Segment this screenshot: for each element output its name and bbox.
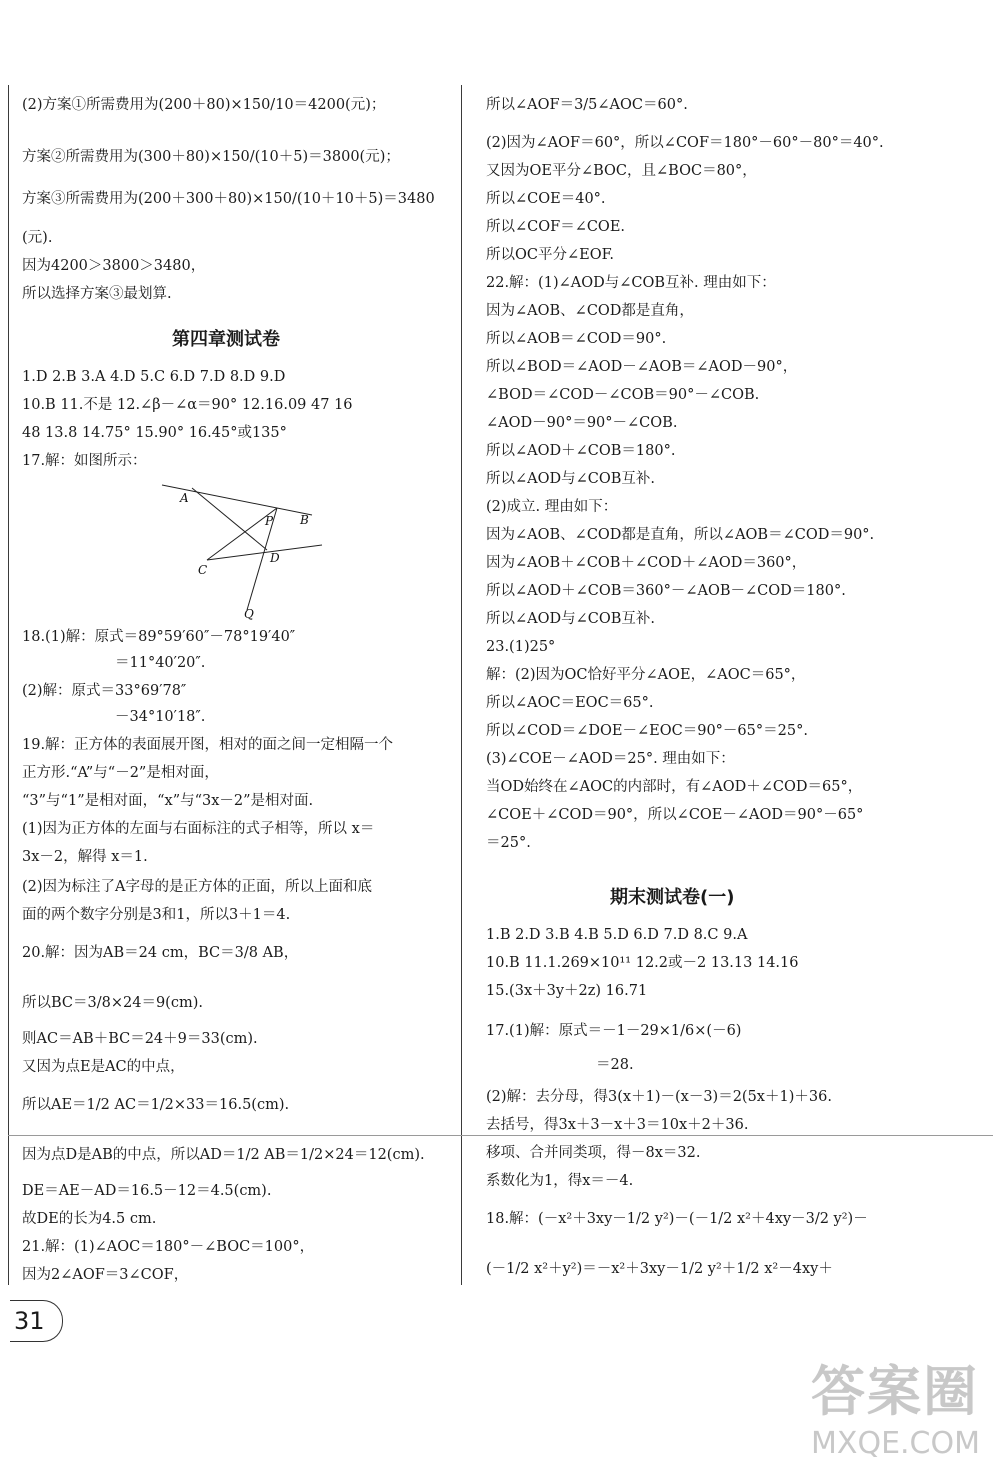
answer-line: 所以∠AOD＋∠COB＝180°.: [486, 443, 676, 459]
watermark-logo-text: 答案圈: [811, 1360, 980, 1423]
section-heading: 第四章测试卷: [172, 329, 280, 350]
geometry-figure: [152, 470, 352, 620]
answer-line: 因为∠AOB、∠COD都是直角，: [486, 303, 694, 319]
answer-line: 3x－2，解得 x＝1.: [22, 849, 148, 865]
answer-line: 所以∠AOD与∠COB互补.: [486, 471, 656, 487]
answer-line: 所以∠AOF＝3/5∠AOC＝60°.: [486, 97, 688, 113]
answer-line: 22.解：(1)∠AOD与∠COB互补. 理由如下：: [486, 275, 776, 291]
answer-line: (－1/2 x²＋y²)＝－x²＋3xy－1/2 y²＋1/2 x²－4xy＋: [486, 1261, 833, 1277]
answer-line: 所以∠COD＝∠DOE－∠EOC＝90°－65°＝25°.: [486, 723, 808, 739]
column-divider-left: [8, 85, 9, 1285]
answer-line: 所以BC＝3/8×24＝9(cm).: [22, 995, 203, 1011]
answer-line: 20.解：因为AB＝24 cm，BC＝3/8 AB，: [22, 945, 299, 961]
answer-line: 18.(1)解：原式＝89°59′60″－78°19′40″: [22, 629, 296, 645]
answer-line: 所以∠COF＝∠COE.: [486, 219, 626, 235]
answer-line: “3”与“1”是相对面，“x”与“3x－2”是相对面.: [22, 793, 314, 809]
section-heading: 期末测试卷(一): [610, 887, 735, 908]
answer-line: ＝28.: [596, 1057, 634, 1073]
text-line: 方案②所需费用为(300＋80)×150/(10＋5)＝3800(元)；: [22, 149, 400, 165]
answer-line: 1.B 2.D 3.B 4.B 5.D 6.D 7.D 8.C 9.A: [486, 927, 748, 943]
answer-line: 48 13.8 14.75° 15.90° 16.45°或135°: [22, 425, 287, 441]
text-line: 方案③所需费用为(200＋300＋80)×150/(10＋10＋5)＝3480: [22, 191, 435, 207]
answer-line: 因为∠AOB、∠COD都是直角，所以∠AOB＝∠COD＝90°.: [486, 527, 875, 543]
answer-line: (2)因为∠AOF＝60°，所以∠COF＝180°－60°－80°＝40°.: [486, 135, 884, 151]
figure-label-d: D: [270, 551, 280, 565]
answer-line: 则AC＝AB＋BC＝24＋9＝33(cm).: [22, 1031, 258, 1047]
answer-line: 所以∠BOD＝∠AOD－∠AOB＝∠AOD－90°，: [486, 359, 798, 375]
figure-label-b: B: [300, 513, 309, 527]
text-line: (元).: [22, 230, 53, 246]
answer-line: 又因为OE平分∠BOC，且∠BOC＝80°，: [486, 163, 757, 179]
answer-line: 正方形.“A”与“－2”是相对面，: [22, 765, 219, 781]
answer-line: (2)成立. 理由如下：: [486, 499, 618, 515]
answer-line: 面的两个数字分别是3和1，所以3＋1＝4.: [22, 907, 291, 923]
answer-line: ＝25°.: [486, 835, 531, 851]
answer-line: (3)∠COE－∠AOD＝25°. 理由如下：: [486, 751, 735, 767]
text-line: (2)方案①所需费用为(200＋80)×150/10＝4200(元)；: [22, 97, 386, 113]
answer-line: －34°10′18″.: [115, 709, 206, 725]
answer-line: 1.D 2.B 3.A 4.D 5.C 6.D 7.D 8.D 9.D: [22, 369, 286, 385]
text-line: 所以选择方案③最划算.: [22, 286, 172, 302]
answer-line: (2)解：去分母，得3(x＋1)－(x－3)＝2(5x＋1)＋36.: [486, 1089, 832, 1105]
answer-line: ＝11°40′20″.: [115, 655, 206, 671]
answer-line: 10.B 11.1.269×10¹¹ 12.2或－2 13.13 14.16: [486, 955, 799, 971]
figure-label-c: C: [198, 563, 208, 577]
answer-line: 所以OC平分∠EOF.: [486, 247, 615, 263]
answer-line: 当OD始终在∠AOC的内部时，有∠AOD＋∠COD＝65°，: [486, 779, 863, 795]
answer-line: (2)因为标注了A字母的是正方体的正面，所以上面和底: [22, 879, 373, 895]
figure-label-q: Q: [244, 607, 254, 620]
answer-line: 17.(1)解：原式＝－1－29×1/6×(－6): [486, 1023, 742, 1039]
answer-line: 23.(1)25°: [486, 639, 556, 655]
answer-line: 因为点D是AB的中点，所以AD＝1/2 AB＝1/2×24＝12(cm).: [22, 1147, 425, 1163]
answer-line: ∠AOD－90°＝90°－∠COB.: [486, 415, 678, 431]
answer-line: 所以AE＝1/2 AC＝1/2×33＝16.5(cm).: [22, 1097, 290, 1113]
left-column: [22, 0, 452, 1300]
text-line: 因为4200＞3800＞3480，: [22, 258, 206, 274]
answer-line: DE＝AE－AD＝16.5－12＝4.5(cm).: [22, 1183, 272, 1199]
answer-line: 所以∠AOD与∠COB互补.: [486, 611, 656, 627]
page-number: 31: [10, 1300, 63, 1342]
answer-line: 10.B 11.不是 12.∠β－∠α＝90° 12.16.09 47 16: [22, 397, 353, 413]
watermark-url: MXQE.COM: [811, 1426, 980, 1461]
answer-line: 系数化为1，得x＝－4.: [486, 1173, 634, 1189]
answer-line: 又因为点E是AC的中点，: [22, 1059, 185, 1075]
figure-label-p: P: [265, 514, 274, 528]
answer-line: ∠COE＋∠COD＝90°，所以∠COE－∠AOD＝90°－65°: [486, 807, 864, 823]
answer-line: 所以∠AOC＝EOC＝65°.: [486, 695, 654, 711]
answer-line: 17.解：如图所示：: [22, 453, 147, 469]
answer-line: 19.解：正方体的表面展开图，相对的面之间一定相隔一个: [22, 737, 394, 753]
answer-line: 15.(3x＋3y＋2z) 16.71: [486, 983, 648, 999]
answer-line: 解：(2)因为OC恰好平分∠AOE，∠AOC＝65°，: [486, 667, 806, 683]
watermark: [811, 1349, 980, 1461]
right-column: [486, 0, 991, 1300]
answer-line: 移项、合并同类项，得－8x＝32.: [486, 1145, 701, 1161]
answer-line: 所以∠AOD＋∠COB＝360°－∠AOB－∠COD＝180°.: [486, 583, 846, 599]
answer-line: 去括号，得3x＋3－x＋3＝10x＋2＋36.: [486, 1117, 749, 1133]
answer-line: (2)解：原式＝33°69′78″: [22, 683, 187, 699]
answer-line: (1)因为正方体的左面与右面标注的式子相等，所以 x＝: [22, 821, 375, 837]
answer-line: 所以∠AOB＝∠COD＝90°.: [486, 331, 667, 347]
answer-line: 所以∠COE＝40°.: [486, 191, 606, 207]
answer-line: 因为2∠AOF＝3∠COF，: [22, 1267, 189, 1283]
answer-line: ∠BOD＝∠COD－∠COB＝90°－∠COB.: [486, 387, 760, 403]
answer-line: 18.解：(－x²＋3xy－1/2 y²)－(－1/2 x²＋4xy－3/2 y²)－: [486, 1211, 868, 1227]
figure-label-a: A: [180, 491, 189, 505]
column-divider-center: [461, 85, 462, 1285]
answer-line: 21.解：(1)∠AOC＝180°－∠BOC＝100°，: [22, 1239, 315, 1255]
answer-line: 因为∠AOB＋∠COB＋∠COD＋∠AOD＝360°，: [486, 555, 807, 571]
answer-line: 故DE的长为4.5 cm.: [22, 1211, 157, 1227]
